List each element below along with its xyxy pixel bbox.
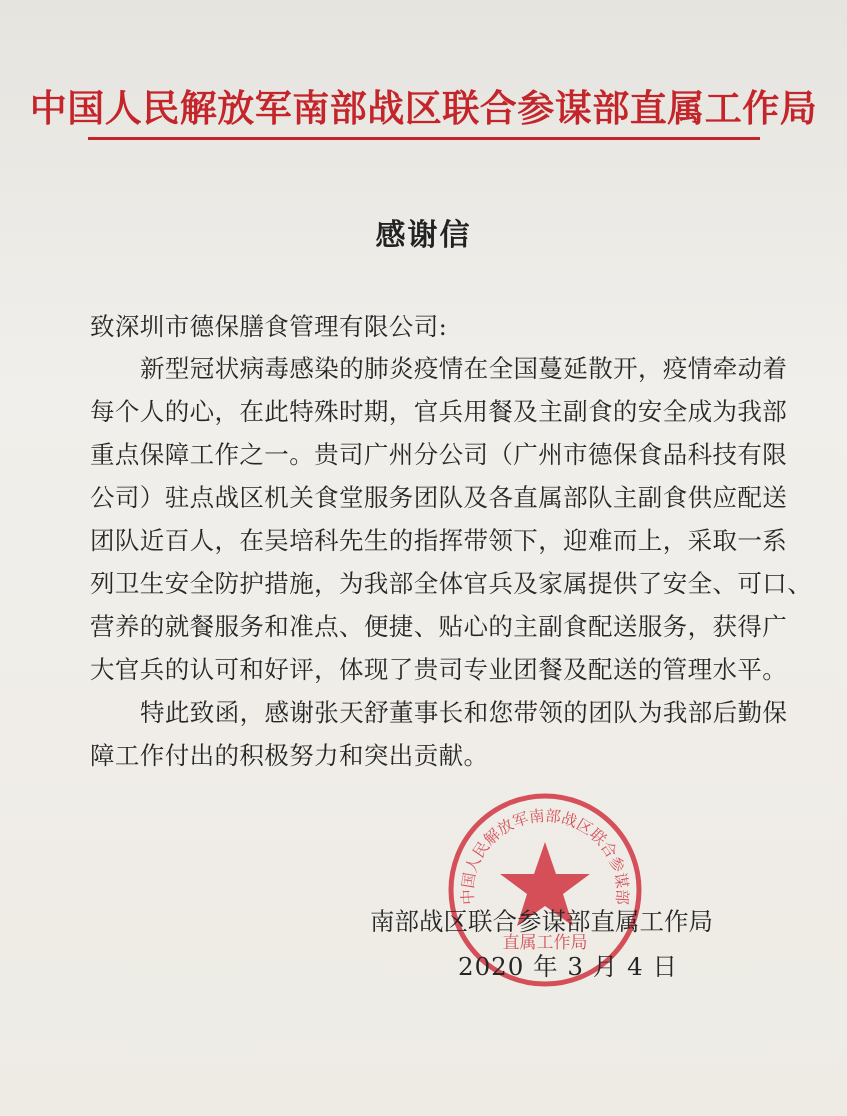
paragraph1-line: 营养的就餐服务和准点、便捷、贴心的主副食配送服务，获得广 [90, 612, 788, 641]
paragraph2-line: 特此致函，感谢张天舒董事长和您带领的团队为我部后勤保 [140, 698, 788, 727]
paragraph1-line: 列卫生安全防护措施，为我部全体官兵及家属提供了安全、可口、 [90, 569, 813, 598]
salutation: 致深圳市德保膳食管理有限公司: [90, 312, 448, 341]
seal-bottom-text: 直属工作局 [502, 933, 588, 953]
paragraph1-line: 每个人的心，在此特殊时期，官兵用餐及主副食的安全成为我部 [90, 397, 788, 426]
paragraph1-line: 公司）驻点战区机关食堂服务团队及各直属部队主副食供应配送 [90, 483, 788, 512]
paragraph1-line: 重点保障工作之一。贵司广州分公司（广州市德保食品科技有限 [90, 440, 788, 469]
paragraph1-line: 团队近百人，在吴培科先生的指挥带领下，迎难而上，采取一系 [90, 526, 788, 555]
seal-ring-text: 中国人民解放军南部战区联合参谋部 [458, 806, 632, 906]
paragraph1-line: 新型冠状病毒感染的肺炎疫情在全国蔓延散开，疫情牵动着 [140, 354, 788, 383]
paragraph2-line: 障工作付出的积极努力和突出贡献。 [90, 741, 489, 770]
document-title: 感谢信 [375, 218, 472, 253]
paragraph1-line: 大官兵的认可和好评，体现了贵司专业团餐及配送的管理水平。 [90, 655, 788, 684]
signature-date: 2020 年 3 月 4 日 [458, 952, 678, 981]
letterhead-rule [88, 137, 760, 140]
letterhead-org-name: 中国人民解放军南部战区联合参谋部直属工作局 [29, 86, 818, 130]
signature-org: 南部战区联合参谋部直属工作局 [370, 907, 713, 936]
